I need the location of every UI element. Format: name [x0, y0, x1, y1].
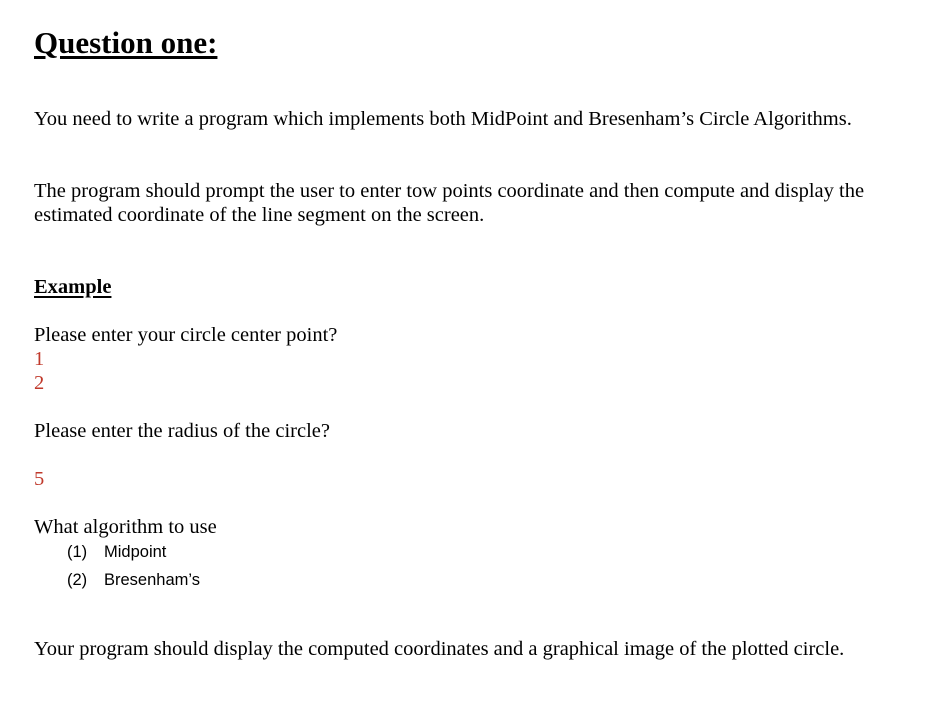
option-number: (2): [67, 571, 88, 589]
option-number: (1): [67, 543, 88, 561]
program-description-paragraph: The program should prompt the user to enter tow points coordinate and then compute and display the estimated coordinate of the line segment on the screen.: [34, 180, 865, 226]
example-heading: Example: [34, 276, 112, 298]
option-label: Bresenham’s: [104, 571, 200, 589]
center-point-prompt: Please enter your circle center point?: [34, 324, 338, 346]
center-y-value: 2: [34, 372, 45, 394]
center-x-value: 1: [34, 348, 45, 370]
algorithm-option-bresenham: [67, 569, 200, 591]
radius-prompt: Please enter the radius of the circle?: [34, 420, 330, 442]
algorithm-prompt: What algorithm to use: [34, 516, 217, 538]
question-title: Question one:: [34, 25, 218, 60]
algorithm-option-midpoint: [67, 541, 166, 563]
closing-paragraph: Your program should display the computed coordinates and a graphical image of the plotted circle.: [34, 638, 845, 660]
radius-value: 5: [34, 468, 45, 490]
intro-paragraph: You need to write a program which implements both MidPoint and Bresenham’s Circle Algorithms.: [34, 108, 852, 130]
option-label: Midpoint: [104, 543, 167, 561]
